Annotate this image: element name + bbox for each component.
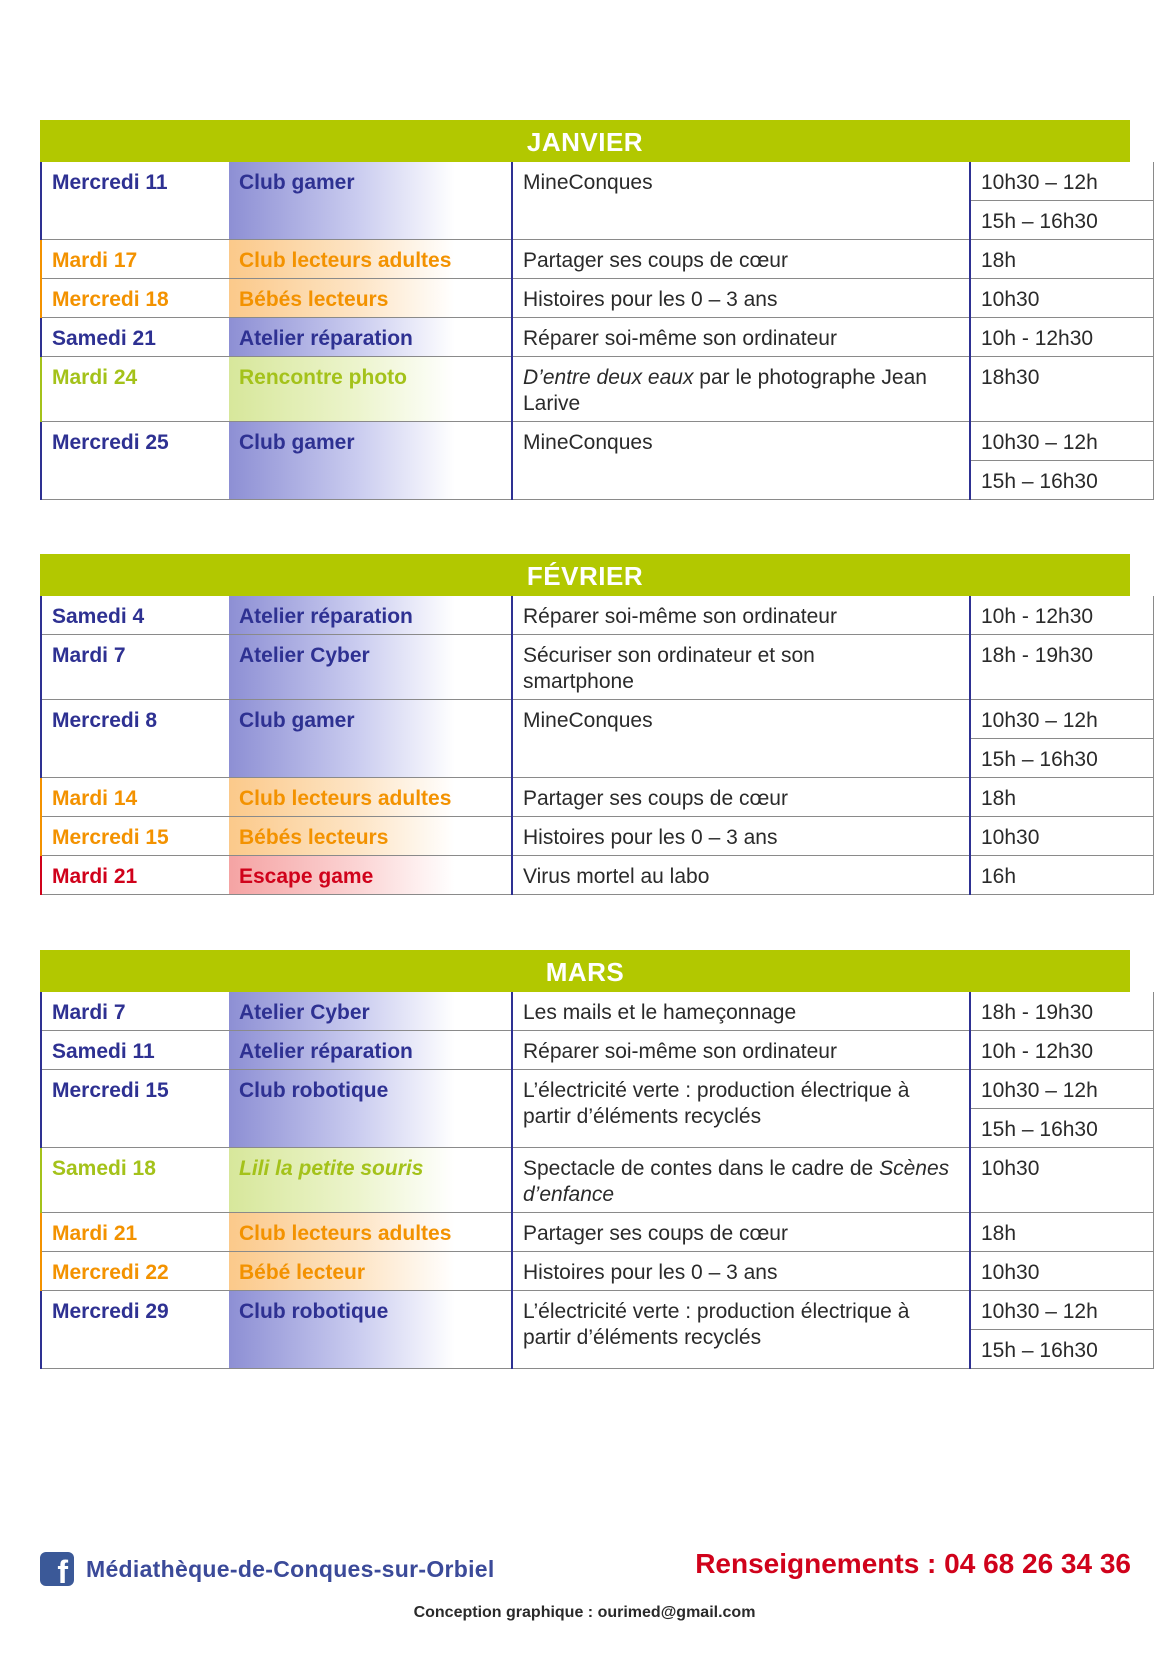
row-time: 15h – 16h30 <box>970 201 1154 240</box>
row-time: 10h30 <box>970 1148 1154 1213</box>
row-description <box>512 1148 970 1213</box>
row-club: Club gamer <box>229 422 512 500</box>
row-time: 15h – 16h30 <box>970 1109 1154 1148</box>
month-title: MARS <box>40 950 1130 992</box>
table-row <box>41 1031 1154 1070</box>
row-day: Mardi 21 <box>41 856 229 895</box>
row-time: 18h - 19h30 <box>970 635 1154 700</box>
row-description: Partager ses coups de cœur <box>512 240 970 279</box>
row-description-text: Spectacle de contes dans le cadre de <box>523 1157 880 1180</box>
table-row <box>41 240 1154 279</box>
row-day: Mardi 7 <box>41 992 229 1031</box>
row-club: Club lecteurs adultes <box>229 240 512 279</box>
schedule-table <box>40 596 1154 895</box>
table-row <box>41 357 1154 422</box>
row-description: Les mails et le hameçonnage <box>512 992 970 1031</box>
row-description-title: Scènes d’enfance <box>523 1157 950 1206</box>
row-club: Club gamer <box>229 700 512 778</box>
row-description <box>512 357 970 422</box>
schedule-table <box>40 162 1154 500</box>
row-time: 18h - 19h30 <box>970 992 1154 1031</box>
row-time: 15h – 16h30 <box>970 739 1154 778</box>
table-row <box>41 162 1154 201</box>
row-club: Rencontre photo <box>229 357 512 422</box>
row-club: Club lecteurs adultes <box>229 778 512 817</box>
row-description: Réparer soi-même son ordinateur <box>512 596 970 635</box>
month-title: JANVIER <box>40 120 1130 162</box>
table-row <box>41 635 1154 700</box>
row-description: Partager ses coups de cœur <box>512 1213 970 1252</box>
row-description-text: par le photographe Jean Larive <box>523 366 927 415</box>
contact-info: Renseignements : 04 68 26 34 36 <box>695 1548 1131 1579</box>
row-time: 10h30 <box>970 279 1154 318</box>
row-club: Club gamer <box>229 162 512 240</box>
table-row <box>41 817 1154 856</box>
row-description: Partager ses coups de cœur <box>512 778 970 817</box>
row-day: Mardi 14 <box>41 778 229 817</box>
row-time: 18h <box>970 778 1154 817</box>
table-row <box>41 596 1154 635</box>
row-time: 18h30 <box>970 357 1154 422</box>
table-row <box>41 1252 1154 1291</box>
table-row <box>41 1291 1154 1330</box>
row-description: Histoires pour les 0 – 3 ans <box>512 1252 970 1291</box>
row-day: Mercredi 25 <box>41 422 229 500</box>
row-description: MineConques <box>512 162 970 240</box>
row-club: Atelier Cyber <box>229 635 512 700</box>
row-time: 10h30 <box>970 1252 1154 1291</box>
row-time: 10h - 12h30 <box>970 318 1154 357</box>
table-row <box>41 992 1154 1031</box>
row-club: Club lecteurs adultes <box>229 1213 512 1252</box>
row-day: Mardi 7 <box>41 635 229 700</box>
month-janvier <box>40 120 1130 500</box>
row-description: Réparer soi-même son ordinateur <box>512 1031 970 1070</box>
row-description: Sécuriser son ordinateur et son smartphone <box>512 635 970 700</box>
row-time: 10h30 – 12h <box>970 700 1154 739</box>
row-time: 15h – 16h30 <box>970 1330 1154 1369</box>
row-club: Club robotique <box>229 1070 512 1148</box>
row-club: Atelier réparation <box>229 318 512 357</box>
row-day: Samedi 11 <box>41 1031 229 1070</box>
row-day: Mardi 17 <box>41 240 229 279</box>
row-description-title: D’entre deux eaux <box>523 366 694 389</box>
row-time: 16h <box>970 856 1154 895</box>
row-description: MineConques <box>512 422 970 500</box>
row-club: Atelier réparation <box>229 1031 512 1070</box>
row-day: Mercredi 15 <box>41 1070 229 1148</box>
row-day: Mercredi 8 <box>41 700 229 778</box>
facebook-icon: f <box>40 1552 74 1586</box>
row-day: Samedi 21 <box>41 318 229 357</box>
row-description: MineConques <box>512 700 970 778</box>
row-club: Atelier Cyber <box>229 992 512 1031</box>
row-club: Club robotique <box>229 1291 512 1369</box>
table-row <box>41 700 1154 739</box>
schedule-table <box>40 992 1154 1369</box>
row-time: 10h - 12h30 <box>970 596 1154 635</box>
row-day: Mercredi 22 <box>41 1252 229 1291</box>
table-row <box>41 1213 1154 1252</box>
row-day: Mercredi 18 <box>41 279 229 318</box>
row-club: Atelier réparation <box>229 596 512 635</box>
row-description: Virus mortel au labo <box>512 856 970 895</box>
month-title: FÉVRIER <box>40 554 1130 596</box>
row-description: Histoires pour les 0 – 3 ans <box>512 279 970 318</box>
row-club: Lili la petite souris <box>229 1148 512 1213</box>
row-description: Histoires pour les 0 – 3 ans <box>512 817 970 856</box>
row-time: 10h30 – 12h <box>970 1291 1154 1330</box>
row-club: Bébé lecteur <box>229 1252 512 1291</box>
row-time: 10h30 – 12h <box>970 162 1154 201</box>
row-club: Escape game <box>229 856 512 895</box>
row-description: L’électricité verte : production électrique à partir d’éléments recyclés <box>512 1291 970 1369</box>
row-time: 10h30 – 12h <box>970 1070 1154 1109</box>
row-day: Samedi 4 <box>41 596 229 635</box>
table-row <box>41 422 1154 461</box>
row-time: 10h30 – 12h <box>970 422 1154 461</box>
row-club: Bébés lecteurs <box>229 817 512 856</box>
row-time: 15h – 16h30 <box>970 461 1154 500</box>
row-day: Mercredi 11 <box>41 162 229 240</box>
design-credit: Conception graphique : ourimed@gmail.com <box>413 1604 756 1621</box>
row-time: 18h <box>970 1213 1154 1252</box>
row-day: Mercredi 29 <box>41 1291 229 1369</box>
month-mars <box>40 950 1130 1369</box>
row-description: L’électricité verte : production électrique à partir d’éléments recyclés <box>512 1070 970 1148</box>
row-day: Mercredi 15 <box>41 817 229 856</box>
table-row <box>41 318 1154 357</box>
table-row <box>41 1148 1154 1213</box>
table-row <box>41 778 1154 817</box>
table-row <box>41 279 1154 318</box>
row-day: Mardi 21 <box>41 1213 229 1252</box>
month-fevrier <box>40 554 1130 895</box>
facebook-label: Médiathèque-de-Conques-sur-Orbiel <box>86 1555 495 1582</box>
facebook-link[interactable] <box>40 1552 495 1590</box>
row-day: Mardi 24 <box>41 357 229 422</box>
row-club: Bébés lecteurs <box>229 279 512 318</box>
row-description: Réparer soi-même son ordinateur <box>512 318 970 357</box>
row-time: 18h <box>970 240 1154 279</box>
row-time: 10h - 12h30 <box>970 1031 1154 1070</box>
table-row <box>41 856 1154 895</box>
row-day: Samedi 18 <box>41 1148 229 1213</box>
table-row <box>41 1070 1154 1109</box>
row-time: 10h30 <box>970 817 1154 856</box>
